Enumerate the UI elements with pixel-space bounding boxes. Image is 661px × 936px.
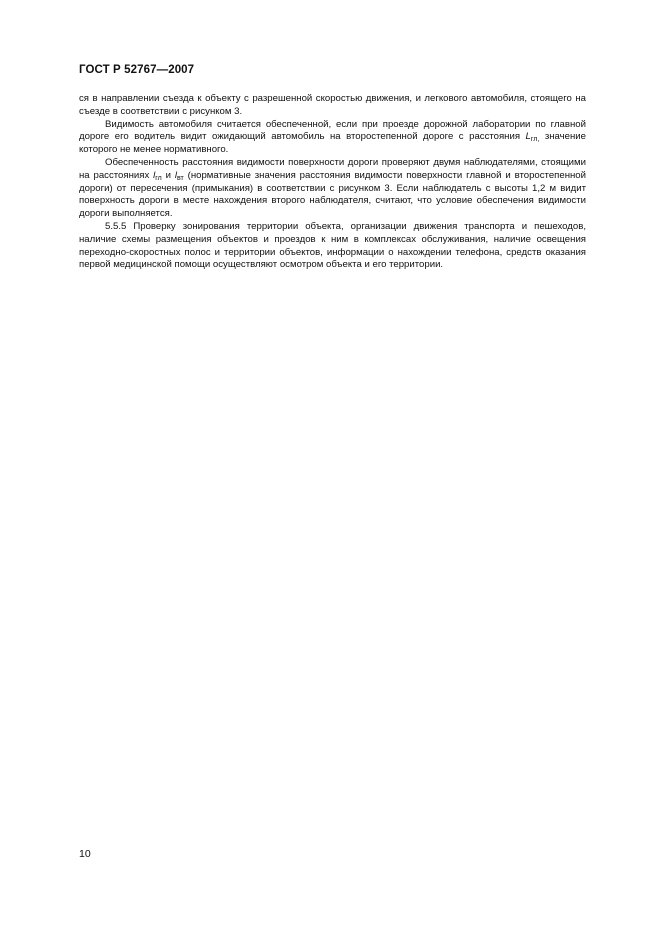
- paragraph-vehicle-visibility: [79, 119, 586, 157]
- page-number: 10: [79, 848, 91, 860]
- variable-l: l: [153, 169, 156, 181]
- variable-l: l: [174, 169, 177, 181]
- variable-L: L: [525, 131, 531, 143]
- paragraph-text: Видимость автомобиля считается обеспеченной, если при проезде дорожной лаборатории по главной дороге его водитель видит ожидающий автомобиль на второстепенной дороге с расстояния: [79, 118, 586, 143]
- conjunction: и: [161, 169, 175, 181]
- paragraph-text: (нормативные значения расстояния видимости поверхности главной и второстепенной дороги) от пересечения (примыкания) в соответствии с рисунком 3. Если наблюдатель с высоты 1,2 м видит поверхность дороги в месте нахождения второго наблюдателя, считают, что условие обеспечения видимости дороги выполняется.: [79, 169, 586, 220]
- paragraph-text: Обеспеченность расстояния видимости поверхности дороги проверяют двумя наблюдателями, стоящими на расстояниях: [79, 156, 586, 181]
- paragraph-clause-5-5-5: 5.5.5 Проверку зонирования территории объекта, организации движения транспорта и пешеходов, наличие схемы размещения объектов и проездов к ним в комплексах обслуживания, наличие освещения переходно-скоростных полос и территории объектов, информации о нахождении телефона, средств оказания первой медицинской помощи осуществляют осмотром объекта и его территории.: [79, 220, 586, 271]
- document-header: ГОСТ Р 52767—2007: [79, 64, 195, 76]
- paragraph-road-surface-visibility: [79, 157, 586, 221]
- variable-subscript: гл: [155, 174, 162, 182]
- document-body: [79, 93, 586, 272]
- paragraph-continuation: ся в направлении съезда к объекту с разрешенной скоростью движения, и легкового автомобиля, стоящего на съезде в соответствии с рисунком 3.: [79, 93, 586, 117]
- variable-subscript: гл,: [530, 136, 540, 144]
- paragraph-text: значение которого не менее нормативного.: [79, 131, 586, 156]
- variable-subscript: вт: [176, 174, 184, 182]
